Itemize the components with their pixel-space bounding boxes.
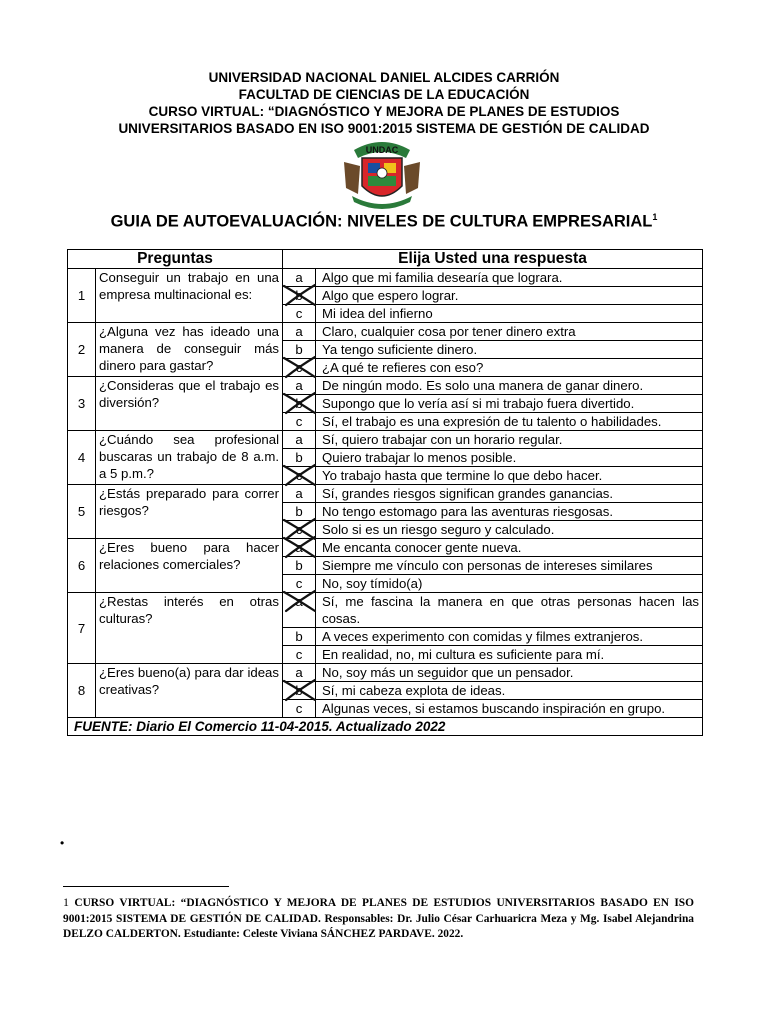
question-number: 8: [68, 664, 96, 718]
option-letter-cell: [283, 413, 316, 431]
option-answer: A veces experimento con comidas y filmes extranjeros.: [316, 628, 703, 646]
option-answer: Yo trabajo hasta que termine lo que debo hacer.: [316, 467, 703, 485]
self-assessment-table: [67, 249, 703, 736]
footnote-number: 1: [63, 895, 69, 909]
option-letter: b: [295, 342, 303, 357]
option-answer: Siempre me vínculo con personas de intereses similares: [316, 557, 703, 575]
option-letter-cell: [283, 557, 316, 575]
question-text: ¿Restas interés en otras culturas?: [96, 593, 283, 664]
option-row: [68, 323, 703, 341]
option-letter: b: [295, 558, 303, 573]
option-answer: Sí, mi cabeza explota de ideas.: [316, 682, 703, 700]
question-text: ¿Consideras que el trabajo es diversión?: [96, 377, 283, 431]
option-letter-cell: [283, 395, 316, 413]
question-text: ¿Eres bueno para hacer relaciones comerciales?: [96, 539, 283, 593]
option-letter: a: [295, 486, 303, 501]
header-answers: Elija Usted una respuesta: [283, 250, 703, 269]
question-text: ¿Alguna vez has ideado una manera de conseguir más dinero para gastar?: [96, 323, 283, 377]
guide-title-text: GUIA DE AUTOEVALUACIÓN: NIVELES DE CULTURA EMPRESARIAL: [110, 212, 653, 231]
option-letter-cell: [283, 305, 316, 323]
course-title-line2: UNIVERSITARIOS BASADO EN ISO 9001:2015 SISTEMA DE GESTIÓN DE CALIDAD: [118, 121, 650, 136]
option-row: [68, 664, 703, 682]
option-letter: a: [295, 540, 303, 555]
footnote-divider: [63, 886, 229, 887]
option-letter-cell: [283, 485, 316, 503]
option-answer: Supongo que lo vería así si mi trabajo fuera divertido.: [316, 395, 703, 413]
option-letter: a: [295, 665, 303, 680]
footnote-ref: 1: [652, 212, 658, 222]
header-questions: Preguntas: [68, 250, 283, 269]
option-letter-cell: [283, 700, 316, 718]
option-letter-cell: [283, 503, 316, 521]
option-answer: No, soy más un seguidor que un pensador.: [316, 664, 703, 682]
question-number: 6: [68, 539, 96, 593]
option-letter: c: [295, 360, 303, 375]
option-answer: Ya tengo suficiente dinero.: [316, 341, 703, 359]
option-letter-cell: [283, 646, 316, 664]
option-letter: c: [295, 647, 303, 662]
source-text: FUENTE: Diario El Comercio 11-04-2015. Actualizado 2022: [68, 718, 703, 736]
option-letter: c: [295, 522, 303, 537]
option-answer: Me encanta conocer gente nueva.: [316, 539, 703, 557]
course-title-line1: CURSO VIRTUAL: “DIAGNÓSTICO Y MEJORA DE PLANES DE ESTUDIOS: [148, 104, 620, 119]
option-letter-cell: [283, 323, 316, 341]
option-letter: a: [295, 324, 303, 339]
option-letter: a: [295, 432, 303, 447]
option-letter: c: [295, 468, 303, 483]
stray-bullet: •: [60, 836, 65, 850]
question-number: 1: [68, 269, 96, 323]
option-letter: c: [295, 306, 303, 321]
option-letter: a: [295, 270, 303, 285]
option-answer: De ningún modo. Es solo una manera de ganar dinero.: [316, 377, 703, 395]
option-letter-cell: [283, 628, 316, 646]
option-letter-cell: [283, 341, 316, 359]
question-text: ¿Cuándo sea profesional buscaras un trabajo de 8 a.m. a 5 p.m.?: [96, 431, 283, 485]
option-letter-cell: [283, 377, 316, 395]
table-header-row: [68, 250, 703, 269]
option-answer: Sí, quiero trabajar con un horario regular.: [316, 431, 703, 449]
option-letter-cell: [283, 359, 316, 377]
option-letter: c: [295, 414, 303, 429]
option-answer: Mi idea del infierno: [316, 305, 703, 323]
option-letter-cell: [283, 575, 316, 593]
option-letter-cell: [283, 269, 316, 287]
option-answer: Solo si es un riesgo seguro y calculado.: [316, 521, 703, 539]
source-row: [68, 718, 703, 736]
option-answer: Algunas veces, si estamos buscando inspiración en grupo.: [316, 700, 703, 718]
question-number: 4: [68, 431, 96, 485]
question-number: 3: [68, 377, 96, 431]
option-answer: No tengo estomago para las aventuras riesgosas.: [316, 503, 703, 521]
option-letter-cell: [283, 431, 316, 449]
guide-title: [0, 212, 768, 232]
option-letter: b: [295, 396, 303, 411]
option-row: [68, 485, 703, 503]
option-row: [68, 377, 703, 395]
option-letter-cell: [283, 521, 316, 539]
option-letter: b: [295, 683, 303, 698]
option-row: [68, 431, 703, 449]
option-answer: Claro, cualquier cosa por tener dinero extra: [316, 323, 703, 341]
option-row: [68, 593, 703, 628]
option-letter-cell: [283, 539, 316, 557]
option-row: [68, 269, 703, 287]
option-letter: a: [295, 594, 303, 609]
option-letter: b: [295, 288, 303, 303]
option-letter-cell: [283, 664, 316, 682]
option-answer: ¿A qué te refieres con eso?: [316, 359, 703, 377]
option-letter: b: [295, 450, 303, 465]
option-letter: b: [295, 629, 303, 644]
option-answer: Quiero trabajar lo menos posible.: [316, 449, 703, 467]
option-answer: Algo que mi familia desearía que lograra.: [316, 269, 703, 287]
logo-text: UNDAC: [365, 145, 399, 155]
option-row: [68, 539, 703, 557]
option-letter: c: [295, 576, 303, 591]
footnote: [63, 895, 694, 943]
question-number: 5: [68, 485, 96, 539]
option-letter-cell: [283, 467, 316, 485]
question-text: ¿Eres bueno(a) para dar ideas creativas?: [96, 664, 283, 718]
option-letter: a: [295, 378, 303, 393]
option-letter-cell: [283, 682, 316, 700]
option-answer: En realidad, no, mi cultura es suficiente para mí.: [316, 646, 703, 664]
question-number: 2: [68, 323, 96, 377]
option-letter: c: [295, 701, 303, 716]
option-answer: Sí, me fascina la manera en que otras personas hacen las cosas.: [316, 593, 703, 628]
question-number: 7: [68, 593, 96, 664]
option-answer: No, soy tímido(a): [316, 575, 703, 593]
question-text: ¿Estás preparado para correr riesgos?: [96, 485, 283, 539]
option-letter-cell: [283, 593, 316, 628]
option-letter-cell: [283, 287, 316, 305]
option-answer: Algo que espero lograr.: [316, 287, 703, 305]
university-name: UNIVERSIDAD NACIONAL DANIEL ALCIDES CARRIÓN: [208, 70, 560, 85]
option-letter-cell: [283, 449, 316, 467]
option-answer: Sí, grandes riesgos significan grandes ganancias.: [316, 485, 703, 503]
university-logo: [340, 136, 424, 212]
footnote-text: CURSO VIRTUAL: “DIAGNÓSTICO Y MEJORA DE PLANES DE ESTUDIOS UNIVERSITARIOS BASADO EN ISO 9001:2015 SISTEMA DE GESTIÓN DE CALIDAD. Responsables: Dr. Julio César Carhuaricra Meza y Mg. Isabel Alejandrina DELZO CALDERTON. Estudiante: Celeste Viviana SÁNCHEZ PARDAVE. 2022.: [63, 897, 694, 940]
faculty-name: FACULTAD DE CIENCIAS DE LA EDUCACIÓN: [238, 87, 530, 102]
question-text: Conseguir un trabajo en una empresa multinacional es:: [96, 269, 283, 323]
option-letter: b: [295, 504, 303, 519]
option-answer: Sí, el trabajo es una expresión de tu talento o habilidades.: [316, 413, 703, 431]
